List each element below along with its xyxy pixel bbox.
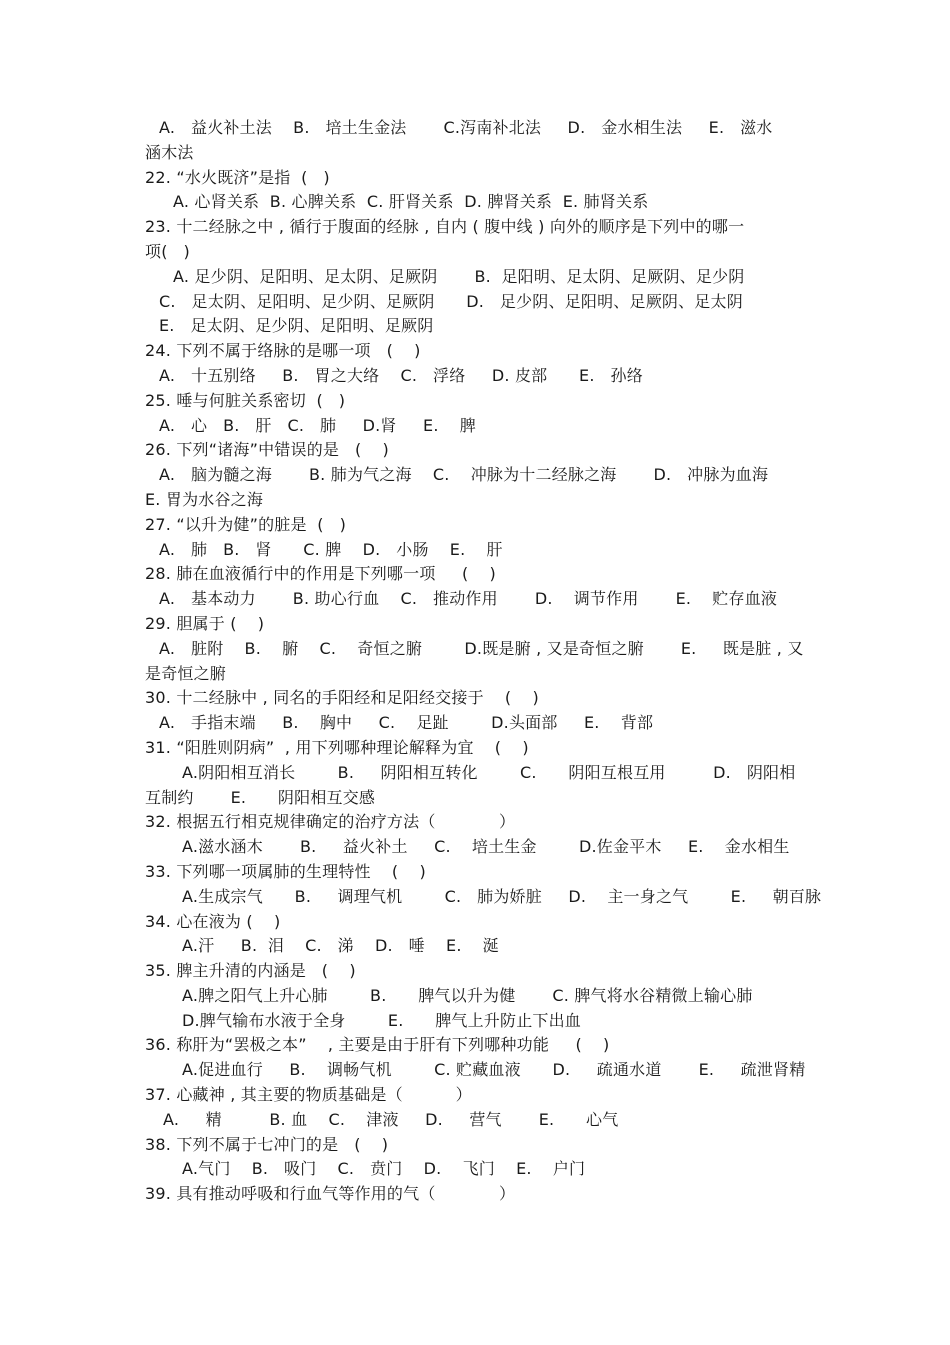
question-options: A. 脑为髓之海 B. 肺为气之海 C. 冲脉为十二经脉之海 D. 冲脉为血海 [159, 465, 769, 485]
question-options: A. 肺 B. 肾 C. 脾 D. 小肠 E. 肝 [159, 539, 503, 559]
question-options: 涵木法 [145, 142, 194, 162]
question-options: A.滋水涵木 B. 益火补土 C. 培土生金 D.佐金平木 E. 金水相生 [182, 837, 790, 857]
question-options: A.气门 B. 吸门 C. 贲门 D. 飞门 E. 户门 [182, 1159, 586, 1179]
question-options: A.阴阳相互消长 B. 阴阳相互转化 C. 阴阳互根互用 D. 阴阳相 [182, 762, 796, 782]
question-options: A.生成宗气 B. 调理气机 C. 肺为娇脏 D. 主一身之气 E. 朝百脉 [182, 886, 822, 906]
question-options: 互制约 E. 阴阳相互交感 [145, 787, 376, 807]
question-options: A. 十五别络 B. 胃之大络 C. 浮络 D. 皮部 E. 孙络 [159, 365, 643, 385]
question-stem: 22. “水火既济”是指 ( ) [145, 167, 330, 187]
question-stem: 32. 根据五行相克规律确定的治疗方法（ ） [145, 812, 516, 832]
question-stem: 25. 唾与何脏关系密切 ( ) [145, 390, 346, 410]
question-options: A.汗 B. 泪 C. 涕 D. 唾 E. 涎 [182, 936, 499, 956]
question-stem: 35. 脾主升清的内涵是 ( ) [145, 961, 356, 981]
question-options: A. 足少阴、足阳明、足太阴、足厥阴 B. 足阳明、足太阴、足厥阴、足少阴 [173, 266, 745, 286]
question-stem: 29. 胆属于 ( ) [145, 613, 265, 633]
question-options: E. 胃为水谷之海 [145, 489, 264, 509]
question-stem: 26. 下列“诸海”中错误的是 ( ) [145, 440, 389, 460]
question-options: A. 心 B. 肝 C. 肺 D.肾 E. 脾 [159, 415, 476, 435]
question-stem: 39. 具有推动呼吸和行血气等作用的气（ ） [145, 1184, 516, 1204]
question-stem: 27. “以升为健”的脏是 ( ) [145, 514, 347, 534]
question-stem: 30. 十二经脉中 , 同名的手阳经和足阳经交接于 ( ) [145, 688, 539, 708]
question-stem: 24. 下列不属于络脉的是哪一项 ( ) [145, 341, 421, 361]
question-options: 项( ) [145, 241, 190, 261]
question-stem: 34. 心在液为 ( ) [145, 911, 281, 931]
question-options: E. 足太阴、足少阴、足阳明、足厥阴 [159, 316, 434, 336]
question-stem: 38. 下列不属于七冲门的是 ( ) [145, 1134, 389, 1154]
question-stem: 28. 肺在血液循行中的作用是下列哪一项 ( ) [145, 564, 496, 584]
question-options: A. 益火补土法 B. 培土生金法 C.泻南补北法 D. 金水相生法 E. 滋水 [159, 118, 773, 137]
question-options: C. 足太阴、足阳明、足少阴、足厥阴 D. 足少阴、足阳明、足厥阴、足太阴 [159, 291, 743, 311]
question-options: A. 基本动力 B. 助心行血 C. 推动作用 D. 调节作用 E. 贮存血液 [159, 589, 778, 609]
question-options: D.脾气输布水液于全身 E. 脾气上升防止下出血 [182, 1010, 582, 1030]
question-options: A. 脏附 B. 腑 C. 奇恒之腑 D.既是腑 , 又是奇恒之腑 E. 既是脏 , 又 [159, 638, 804, 658]
question-options: 是奇恒之腑 [145, 663, 227, 683]
question-options: A.脾之阳气上升心肺 B. 脾气以升为健 C. 脾气将水谷精微上输心肺 [182, 985, 753, 1005]
question-options: A. 心肾关系 B. 心脾关系 C. 肝肾关系 D. 脾肾关系 E. 肺肾关系 [173, 192, 649, 212]
question-options: A. 精 B. 血 C. 津液 D. 营气 E. 心气 [163, 1109, 619, 1129]
question-stem: 31. “阳胜则阴病” , 用下列哪种理论解释为宜 ( ) [145, 737, 529, 757]
question-stem: 23. 十二经脉之中 , 循行于腹面的经脉 , 自内 ( 腹中线 ) 向外的顺序是下列中的哪一 [145, 217, 745, 237]
question-options: A.促进血行 B. 调畅气机 C. 贮藏血液 D. 疏通水道 E. 疏泄肾精 [182, 1060, 806, 1080]
question-options: A. 手指末端 B. 胸中 C. 足趾 D.头面部 E. 背部 [159, 713, 654, 733]
question-stem: 37. 心藏神 , 其主要的物质基础是（ ） [145, 1085, 472, 1105]
question-stem: 36. 称肝为“罢极之本” , 主要是由于肝有下列哪种功能 ( ) [145, 1035, 610, 1055]
question-stem: 33. 下列哪一项属肺的生理特性 ( ) [145, 861, 426, 881]
question-list [145, 116, 822, 1207]
